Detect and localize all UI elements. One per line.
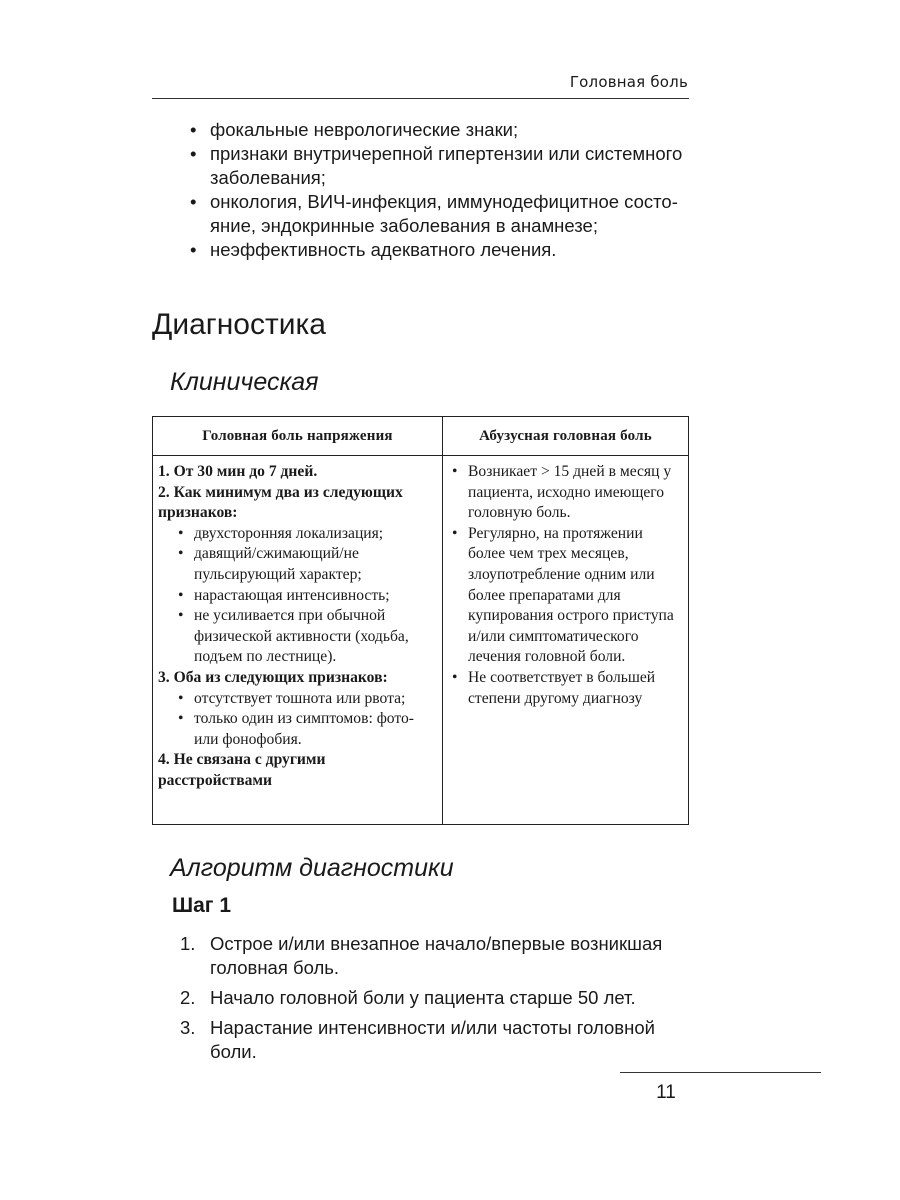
table-header-abusive: Абузусная головная боль: [443, 417, 689, 456]
criterion-2: 2. Как минимум два из следующих признаков:: [158, 483, 403, 522]
header-rule: [152, 98, 689, 99]
list-item: [180, 932, 692, 980]
subsection-algorithm: Алгоритм диагностики: [170, 854, 454, 882]
list-item: • признаки внутричерепной гипертензии или системного заболевания;: [190, 142, 690, 190]
step-text: Острое и/или внезапное начало/впервые возникшая головная боль.: [210, 933, 663, 978]
subsection-clinical: Клиническая: [170, 368, 319, 396]
list-item: • давящий/сжимающий/не пульсирующий характер;: [158, 544, 436, 585]
step-title: Шаг 1: [172, 894, 232, 917]
page-number: 11: [656, 1082, 676, 1103]
step-text: Нарастание интенсивности и/или частоты головной боли.: [210, 1017, 655, 1062]
list-item: [180, 986, 692, 1010]
criterion-1: 1. От 30 мин до 7 дней.: [158, 463, 318, 480]
list-item: • не усиливается при обычной физической активности (ходьба, подъем по лестнице).: [158, 606, 436, 668]
list-item: • Возникает > 15 дней в месяц у пациента, исходно имеющего головную боль.: [432, 462, 682, 524]
criterion-2-sublist: [158, 524, 436, 668]
list-item: • только один из симптомов: фото- или фонофобия.: [158, 709, 436, 750]
criterion-3-sublist: [158, 689, 436, 751]
step-number: 3.: [180, 1017, 196, 1038]
table-header-tension: Головная боль напряжения: [153, 417, 443, 456]
criterion-4: 4. Не связана с другими расстройствами: [158, 751, 326, 789]
list-item: • Регулярно, на протяжении более чем трех месяцев, злоупотребление одним или более препаратами для купирования острого приступа и/или симптоматического лечения головной боли.: [432, 524, 682, 668]
list-item: • двухсторонняя локализация;: [158, 524, 436, 545]
step-number: 2.: [180, 987, 196, 1008]
running-head: Головная боль: [569, 73, 688, 91]
section-title: Диагностика: [152, 308, 326, 341]
intro-bullet-list: [190, 118, 690, 262]
abusive-bullet-list: [432, 462, 682, 709]
step-number: 1.: [180, 933, 196, 954]
criterion-3: 3. Оба из следующих признаков:: [158, 668, 388, 686]
list-item: • фокальные неврологические знаки;: [190, 118, 690, 142]
list-item: • отсутствует тошнота или рвота;: [158, 689, 436, 710]
list-item: • онкология, ВИЧ-инфекция, иммунодефицитное состояние, эндокринные заболевания в анамнезе;: [190, 190, 690, 238]
diagnostic-table: [152, 416, 689, 825]
list-item: • нарастающая интенсивность;: [158, 586, 436, 607]
list-item: [180, 1016, 692, 1064]
abusive-criteria-cell: [443, 456, 689, 825]
step-text: Начало головной боли у пациента старше 50 лет.: [210, 987, 636, 1008]
footer-rule: [620, 1072, 821, 1073]
list-item: • неэффективность адекватного лечения.: [190, 238, 690, 262]
tension-criteria-cell: [153, 456, 443, 825]
list-item: • Не соответствует в большей степени другому диагнозу: [432, 668, 682, 709]
steps-list: [180, 932, 692, 1070]
